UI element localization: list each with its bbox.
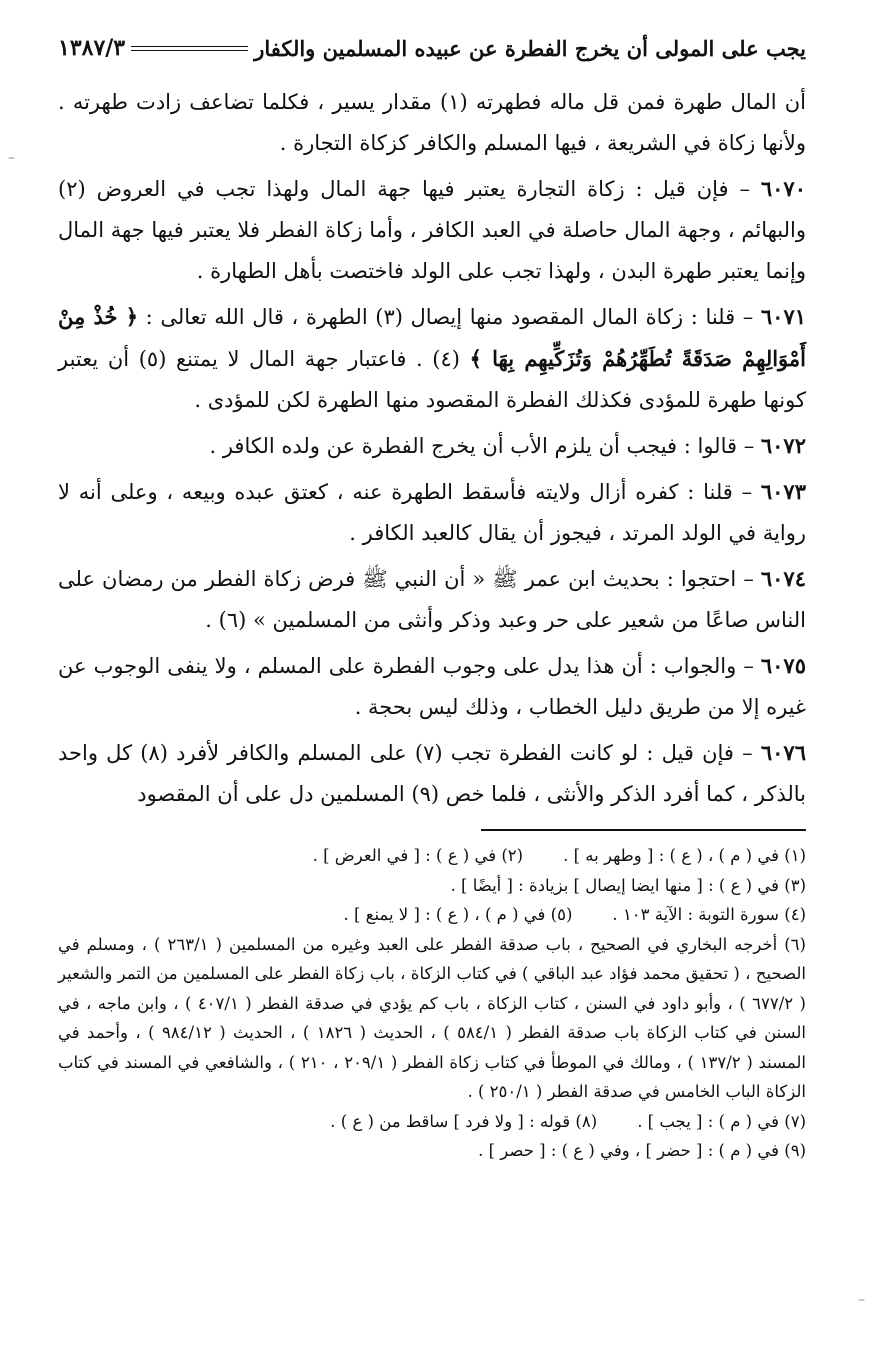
footnote: (٩) في ( م ) : [ حضر ] ، وفي ( ع ) : [ حصر ] . bbox=[478, 1141, 806, 1160]
paragraph-number: ٦٠٧٢ bbox=[760, 433, 806, 458]
footnote: (٤) سورة التوبة : الآية ١٠٣ . bbox=[612, 905, 806, 924]
footnote: (٨) قوله : [ ولا فرد ] ساقط من ( ع ) . bbox=[330, 1111, 598, 1131]
paragraph-number: ٦٠٧٠ bbox=[760, 176, 806, 201]
paragraph bbox=[58, 558, 806, 641]
paragraph-text: – احتجوا : بحديث ابن عمر ﷺ « أن النبي ﷺ فرض زكاة الفطر من رمضان على الناس صاعًا من شعير على حر وعبد وذكر وأنثى من المسلمين » (٦) . bbox=[58, 567, 806, 632]
paragraph bbox=[58, 168, 806, 292]
paragraph-number: ٦٠٧٥ bbox=[760, 653, 806, 678]
main-text bbox=[58, 82, 806, 815]
margin-mark-right: – bbox=[858, 1292, 865, 1308]
footnote: (٢) في ( ع ) : [ في العرض ] . bbox=[312, 846, 524, 865]
footnote: (٧) في ( م ) : [ يجب ] . bbox=[637, 1111, 806, 1131]
paragraph bbox=[58, 471, 806, 554]
header-rule bbox=[131, 46, 248, 51]
paragraph-text: – فإن قيل : زكاة التجارة يعتبر فيها جهة المال ولهذا تجب في العروض (٢) والبهائم ، وجهة المال حاصلة في العبد الكافر ، وأما زكاة الفطر فلا يعتبر فيها جهة المال وإنما يعتبر طهرة البدن ، ولهذا تجب على الولد فاختصت بأهل الطهارة . bbox=[58, 177, 806, 283]
paragraph-text: – قلنا : زكاة المال المقصود منها إيصال (٣) الطهرة ، قال الله تعالى : bbox=[138, 305, 761, 329]
footnote-row bbox=[58, 1107, 806, 1137]
page-number: ١٣٨٧/٣ bbox=[58, 35, 126, 61]
paragraph bbox=[58, 296, 806, 421]
footnotes bbox=[58, 841, 806, 1166]
paragraph-number: ٦٠٧٤ bbox=[760, 566, 806, 591]
paragraph-number: ٦٠٧١ bbox=[760, 304, 807, 329]
paragraph bbox=[58, 732, 806, 815]
paragraph bbox=[58, 82, 806, 164]
footnote-row bbox=[58, 900, 806, 930]
paragraph-text: – قلنا : كفره أزال ولايته فأسقط الطهرة عنه ، كعتق عبده وبيعه ، وعلى أنه لا رواية في الولد المرتد ، فيجوز أن يقال كالعبد الكافر . bbox=[58, 480, 806, 545]
paragraph-text: – والجواب : أن هذا يدل على وجوب الفطرة على المسلم ، ولا ينفى الوجوب عن غيره إلا من طريق دليل الخطاب ، وذلك ليس بحجة . bbox=[58, 654, 806, 719]
paragraph bbox=[58, 425, 806, 467]
paragraph-text: – قالوا : فيجب أن يلزم الأب أن يخرج الفطرة عن ولده الكافر . bbox=[209, 434, 761, 458]
footnote: (٦) أخرجه البخاري في الصحيح ، باب صدقة الفطر على العبد وغيره من المسلمين ( ٢٦٣/١ ) ، ومسلم في الصحيح ، ( تحقيق محمد فؤاد عبد الباقي ) في كتاب الزكاة ، باب زكاة الفطر على المسلمين من التمر والشعير ( ٦٧٧/٢ ) ، وأبو داود في السنن ، كتاب الزكاة ، باب كم يؤدي في صدقة الفطر ( ٤٠٧/١ ) ، وابن ماجه ، في السنن في كتاب الزكاة باب صدقة الفطر ( ٥٨٤/١ ) ، الحديث ( ١٨٢٦ ) ، الحديث ( ٩٨٤/١٢ ) ، وأحمد في المسند ( ١٣٧/٢ ) ، ومالك في الموطأ في كتاب زكاة الفطر ( ٢٠٩/١ ، ٢١٠ ) ، والشافعي في المسند في كتاب الزكاة الباب الخامس في صدقة الفطر ( ٢٥٠/١ ) . bbox=[58, 934, 806, 1101]
quran-verse: ﴿ خُذْ مِنْ أَمْوَالِهِمْ صَدَقَةً تُطَهِّرُهُمْ وَتُزَكِّيهِم بِهَا ﴾ bbox=[58, 304, 806, 371]
footnote-separator bbox=[481, 829, 806, 831]
footnote: (٥) في ( م ) ، ( ع ) : [ لا يمنع ] . bbox=[343, 905, 573, 924]
paragraph-text: – فإن قيل : لو كانت الفطرة تجب (٧) على المسلم والكافر لأفرد (٨) كل واحد بالذكر ، كما أفرد الذكر والأنثى ، فلما خص (٩) المسلمين دل على أن المقصود bbox=[58, 741, 806, 806]
header-title: يجب على المولى أن يخرج الفطرة عن عبيده المسلمين والكفار bbox=[254, 35, 806, 61]
paragraph-number: ٦٠٧٦ bbox=[760, 740, 806, 765]
footnote-row bbox=[58, 841, 806, 871]
paragraph-number: ٦٠٧٣ bbox=[760, 479, 806, 504]
paragraph-text: أن المال طهرة فمن قل ماله فطهرته (١) مقدار يسير ، فكلما تضاعف زادت طهرته . ولأنها زكاة في الشريعة ، فيها المسلم والكافر كزكاة التجارة . bbox=[58, 90, 806, 155]
paragraph bbox=[58, 645, 806, 728]
footnote: (٣) في ( ع ) : [ منها ايضا إيصال ] بزيادة : [ أيضًا ] . bbox=[450, 875, 806, 895]
running-header bbox=[58, 28, 806, 68]
paragraph-text: (٤) . فاعتبار جهة المال لا يمتنع (٥) أن يعتبر كونها طهرة للمؤدى فكذلك الفطرة المقصود منها الطهرة لكن للمؤدى . bbox=[58, 347, 806, 412]
footnote: (١) في ( م ) ، ( ع ) : [ وطهر به ] . bbox=[563, 846, 806, 865]
margin-mark-left: – bbox=[8, 150, 15, 166]
book-page bbox=[58, 28, 806, 1166]
